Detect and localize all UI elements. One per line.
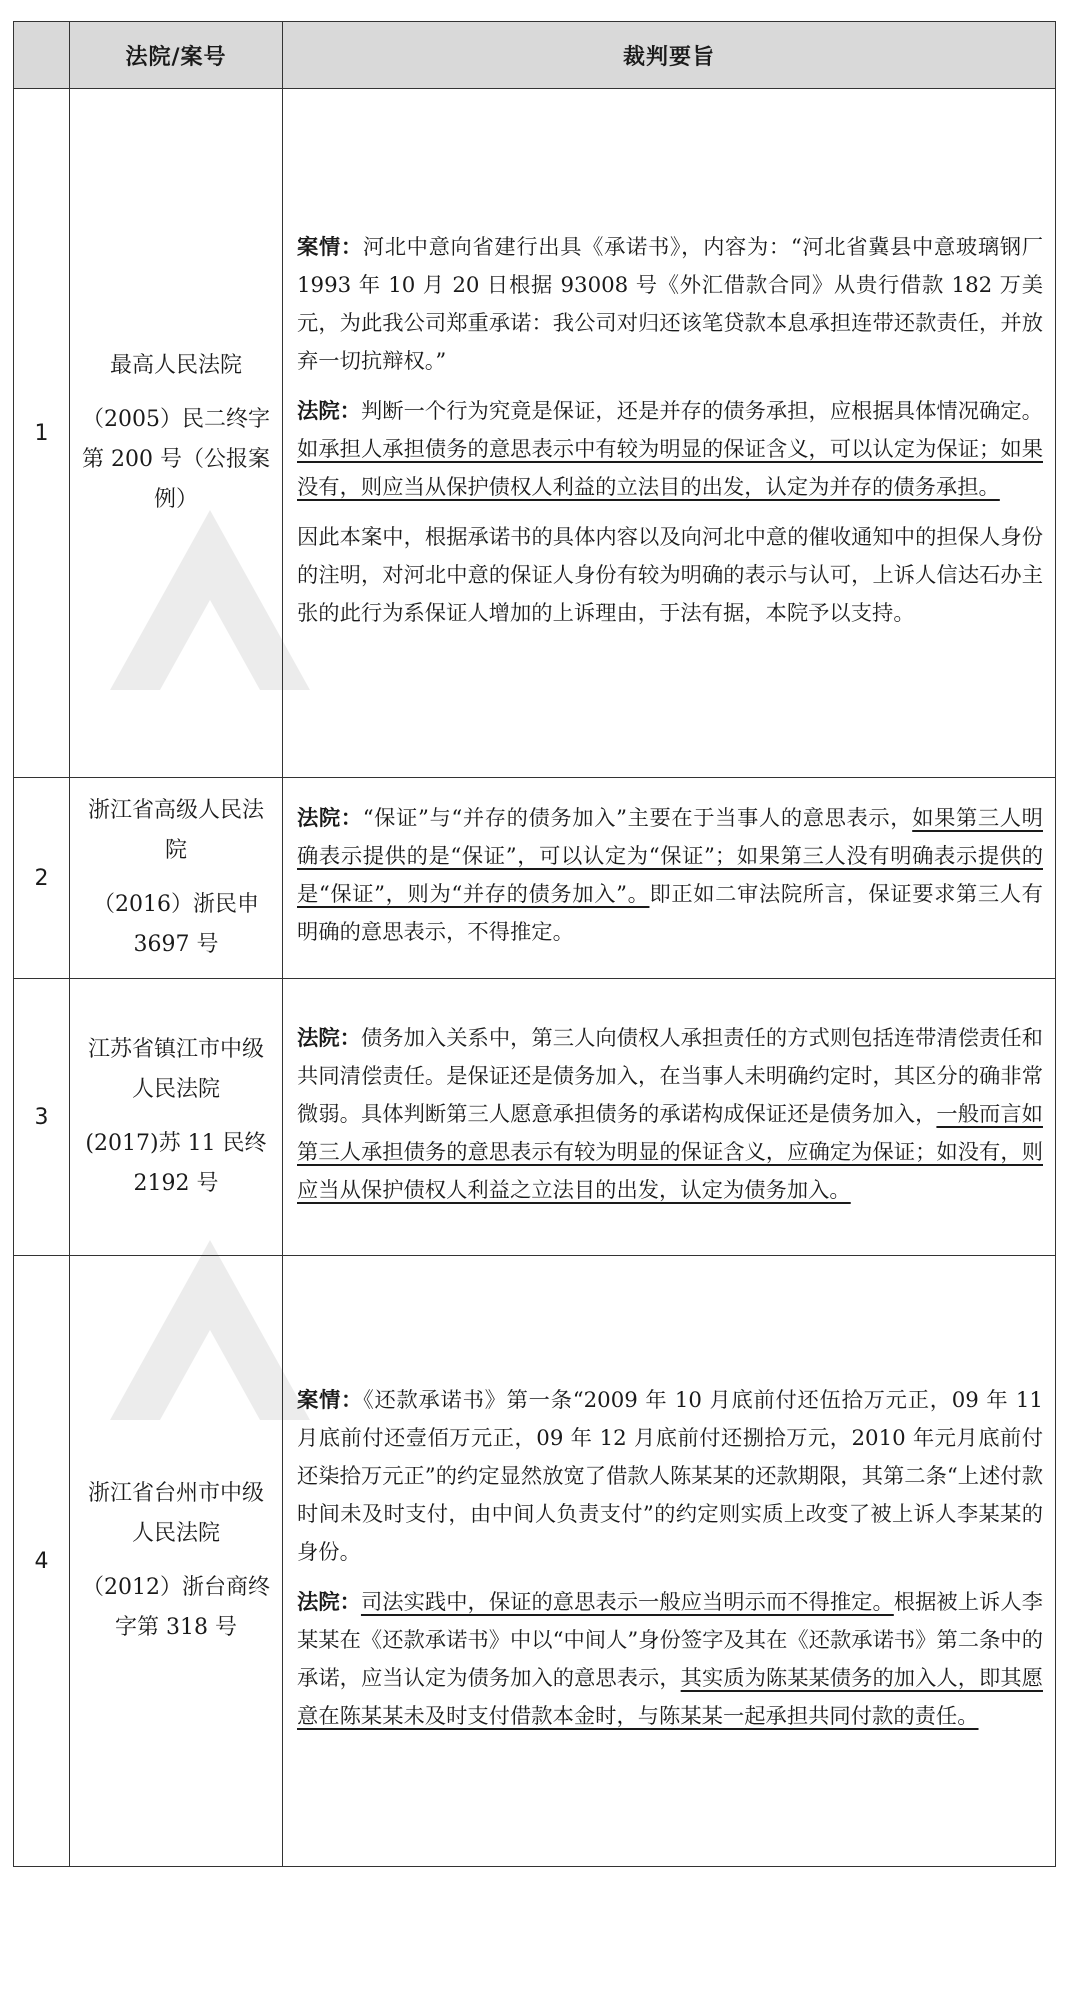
header-gist: 裁判要旨 (283, 22, 1056, 89)
court-paragraph (297, 1584, 1043, 1736)
facts-label: 案情： (297, 235, 363, 260)
gist-cell (283, 1256, 1056, 1867)
case-number: (2017)苏 11 民终 2192 号 (85, 1131, 267, 1196)
court-paragraph (297, 1020, 1043, 1210)
conclusion-paragraph: 因此本案中，根据承诺书的具体内容以及向河北中意的催收通知中的担保人身份的注明，对河北中意的保证人身份有较为明确的表示与认可，上诉人信达石办主张的此行为系保证人增加的上诉理由，于法有据，本院予以支持。 (297, 525, 1043, 626)
court-text-underlined: 如承担人承担债务的意思表示中有较为明显的保证含义，可以认定为保证；如果没有，则应当从保护债权人利益的立法目的出发，认定为并存的债务承担。 (297, 437, 1043, 500)
table-row (14, 1256, 1056, 1867)
case-table (13, 21, 1056, 1867)
case-number: （2016）浙民申 3697 号 (93, 892, 259, 957)
facts-paragraph (297, 229, 1043, 381)
court-name: 江苏省镇江市中级人民法院 (87, 1037, 264, 1102)
court-text-underlined: 司法实践中，保证的意思表示一般应当明示而不得推定。 (360, 1590, 894, 1615)
header-row (14, 22, 1056, 89)
court-text-underlined-2: 其实质为陈某某债务的加入人，即其愿意在陈某某未及时支付借款本金时，与陈某某一起承担共同付款的责任。 (297, 1666, 1043, 1729)
gist-cell (283, 979, 1056, 1256)
facts-text: 《还款承诺书》第一条“2009 年 10 月底前付还伍拾万元正，09 年 11 月底前付还壹佰万元正，09 年 12 月底前付还捌拾万元，2010 年元月底前付还柒拾万元正”的约定显然放宽了借款人陈某某的还款期限，其第二条“上述付款时间未及时支付，由中间人负责支付”的约定则实质上改变了被上诉人李某某的身份。 (297, 1388, 1043, 1565)
row-number: 3 (14, 979, 70, 1256)
court-name: 最高人民法院 (109, 353, 242, 378)
table-row (14, 89, 1056, 778)
court-text-after: 即正如二审法院所言，保证要求第三人有明确的意思表示，不得推定。 (297, 882, 1043, 945)
court-text-underlined: 一般而言如第三人承担债务的意思表示有较为明显的保证含义，应确定为保证；如没有，则应当从保护债权人利益之立法目的出发，认定为债务加入。 (297, 1102, 1043, 1203)
court-name: 浙江省高级人民法院 (87, 798, 264, 863)
case-table-container (13, 21, 1055, 1867)
header-court: 法院/案号 (70, 22, 283, 89)
court-paragraph (297, 800, 1043, 952)
gist-cell (283, 778, 1056, 979)
court-label: 法院： (297, 806, 363, 831)
court-cell (70, 1256, 283, 1867)
table-row (14, 778, 1056, 979)
facts-paragraph (297, 1382, 1043, 1572)
court-cell (70, 89, 283, 778)
row-number: 1 (14, 89, 70, 778)
court-text-underlined: 如果第三人明确表示提供的是“保证”，可以认定为“保证”；如果第三人没有明确表示提供的是“保证”，则为“并存的债务加入”。 (297, 806, 1043, 907)
row-number: 4 (14, 1256, 70, 1867)
header-num (14, 22, 70, 89)
case-number: （2012）浙台商终字第 318 号 (82, 1575, 270, 1640)
court-text: 债务加入关系中，第三人向债权人承担责任的方式则包括连带清偿责任和共同清偿责任。是保证还是债务加入，在当事人未明确约定时，其区分的确非常微弱。具体判断第三人愿意承担债务的承诺构成保证还是债务加入， (297, 1026, 1043, 1127)
court-cell (70, 778, 283, 979)
gist-cell (283, 89, 1056, 778)
case-number: （2005）民二终字第 200 号（公报案例） (82, 407, 270, 512)
court-text: “保证”与“并存的债务加入”主要在于当事人的意思表示， (362, 806, 913, 831)
court-label: 法院： (297, 399, 361, 424)
court-label: 法院： (297, 1590, 361, 1615)
court-name: 浙江省台州市中级人民法院 (87, 1481, 264, 1546)
court-cell (70, 979, 283, 1256)
court-label: 法院： (297, 1026, 361, 1051)
court-text: 判断一个行为究竟是保证，还是并存的债务承担，应根据具体情况确定。 (360, 399, 1043, 424)
row-number: 2 (14, 778, 70, 979)
facts-label: 案情： (297, 1388, 364, 1413)
table-row (14, 979, 1056, 1256)
court-text: 根据被上诉人李某某在《还款承诺书》中以“中间人”身份签字及其在《还款承诺书》第二条中的承诺，应当认定为债务加入的意思表示， (297, 1590, 1043, 1691)
facts-text: 河北中意向省建行出具《承诺书》，内容为：“河北省冀县中意玻璃钢厂 1993 年 10 月 20 日根据 93008 号《外汇借款合同》从贵行借款 182 万美元，为此我公司郑重承诺：我公司对归还该笔贷款本息承担连带还款责任，并放弃一切抗辩权。” (297, 235, 1043, 374)
court-paragraph (297, 393, 1043, 507)
